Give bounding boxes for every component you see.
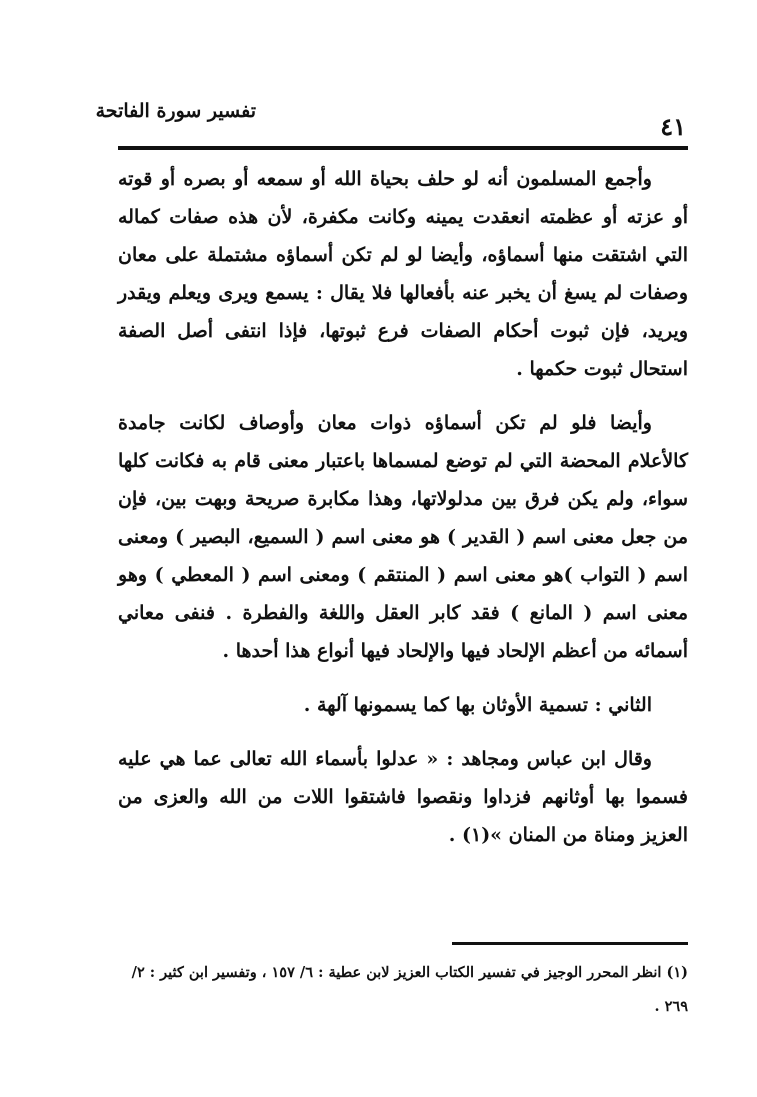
paragraph-1: وأجمع المسلمون أنه لو حلف بحياة الله أو سمعه أو بصره أو قوته أو عزته أو عظمته انعقدت يمينه وكانت مكفرة، لأن هذه صفات كماله التي اشتقت منها أسماؤه، وأيضا لو لم تكن أسماؤه مشتملة على معان وصفات لم يسغ أن يخبر عنه بأفعالها فلا يقال : يسمع ويرى ويعلم ويقدر ويريد، فإن ثبوت أحكام الصفات فرع ثبوتها، فإذا انتفى أصل الصفة استحال ثبوت حكمها . <box>118 168 688 380</box>
footnote-divider <box>452 942 688 945</box>
main-text <box>118 160 688 870</box>
page-number: ٤١ <box>660 112 686 141</box>
running-title: تفسير سورة الفاتحة <box>95 100 256 122</box>
paragraph-3: الثاني : تسمية الأوثان بها كما يسمونها آلهة . <box>303 694 652 716</box>
header-divider <box>118 146 688 150</box>
footnote-text: (١) انظر المحرر الوجيز في تفسير الكتاب العزيز لابن عطية : ٦/ ١٥٧ ، وتفسير ابن كثير : ٢/ ٢٦٩ . <box>131 964 688 1015</box>
footnote <box>118 956 688 1024</box>
paragraph-2: وأيضا فلو لم تكن أسماؤه ذوات معان وأوصاف لكانت جامدة كالأعلام المحضة التي لم توضع لمسماها باعتبار معنى قام به فكانت كلها سواء، ولم يكن فرق بين مدلولاتها، وهذا مكابرة صريحة وبهت بين، فإن من جعل معنى اسم ( القدير ) هو معنى اسم ( السميع، البصير ) ومعنى اسم ( التواب )هو معنى اسم ( المنتقم ) ومعنى اسم ( المعطي ) وهو معنى اسم ( المانع ) فقد كابر العقل واللغة والفطرة . فنفى معاني أسمائه من أعظم الإلحاد فيها والإلحاد فيها أنواع هذا أحدها . <box>118 412 688 662</box>
paragraph-4: وقال ابن عباس ومجاهد : « عدلوا بأسماء الله تعالى عما هي عليه فسموا بها أوثانهم فزداوا ونقصوا فاشتقوا اللات من الله والعزى من العزيز ومناة من المنان »(١) . <box>118 748 688 846</box>
page-header <box>95 92 688 152</box>
